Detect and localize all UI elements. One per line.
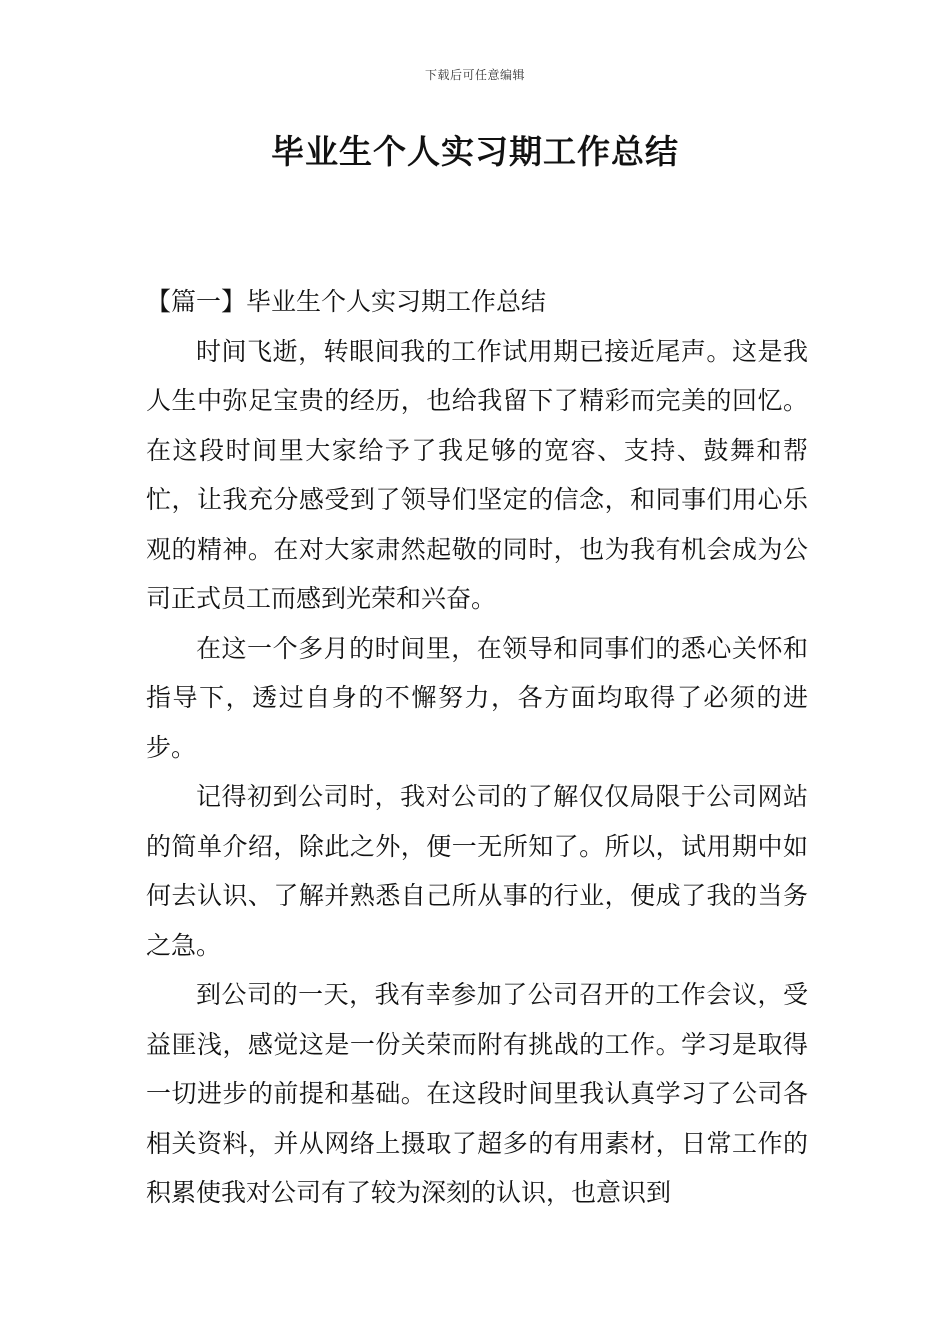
paragraph: 到公司的一天，我有幸参加了公司召开的工作会议，受益匪浅，感觉这是一份关荣而附有挑战的工作。学习是取得一切进步的前提和基础。在这段时间里我认真学习了公司各相关资料，并从网络上摄取了超多的有用素材，日常工作的积累使我对公司有了较为深刻的认识，也意识到 [146,980,808,1207]
paragraph: 时间飞逝，转眼间我的工作试用期已接近尾声。这是我人生中弥足宝贵的经历，也给我留下了精彩而完美的回忆。在这段时间里大家给予了我足够的宽容、支持、鼓舞和帮忙，让我充分感受到了领导们坚定的信念，和同事们用心乐观的精神。在对大家肃然起敬的同时，也为我有机会成为公司正式员工而感到光荣和兴奋。 [146,336,808,613]
section-heading: 【篇一】毕业生个人实习期工作总结 [146,287,547,316]
document-body [146,277,808,1218]
header-note: 下载后可任意编辑 [424,68,525,82]
document-title: 毕业生个人实习期工作总结 [271,132,679,171]
paragraph: 记得初到公司时，我对公司的了解仅仅局限于公司网站的简单介绍，除此之外，便一无所知了。所以，试用期中如何去认识、了解并熟悉自己所从事的行业，便成了我的当务之急。 [146,782,808,960]
paragraph: 在这一个多月的时间里，在领导和同事们的悉心关怀和指导下，透过自身的不懈努力，各方面均取得了必须的进步。 [146,633,808,762]
